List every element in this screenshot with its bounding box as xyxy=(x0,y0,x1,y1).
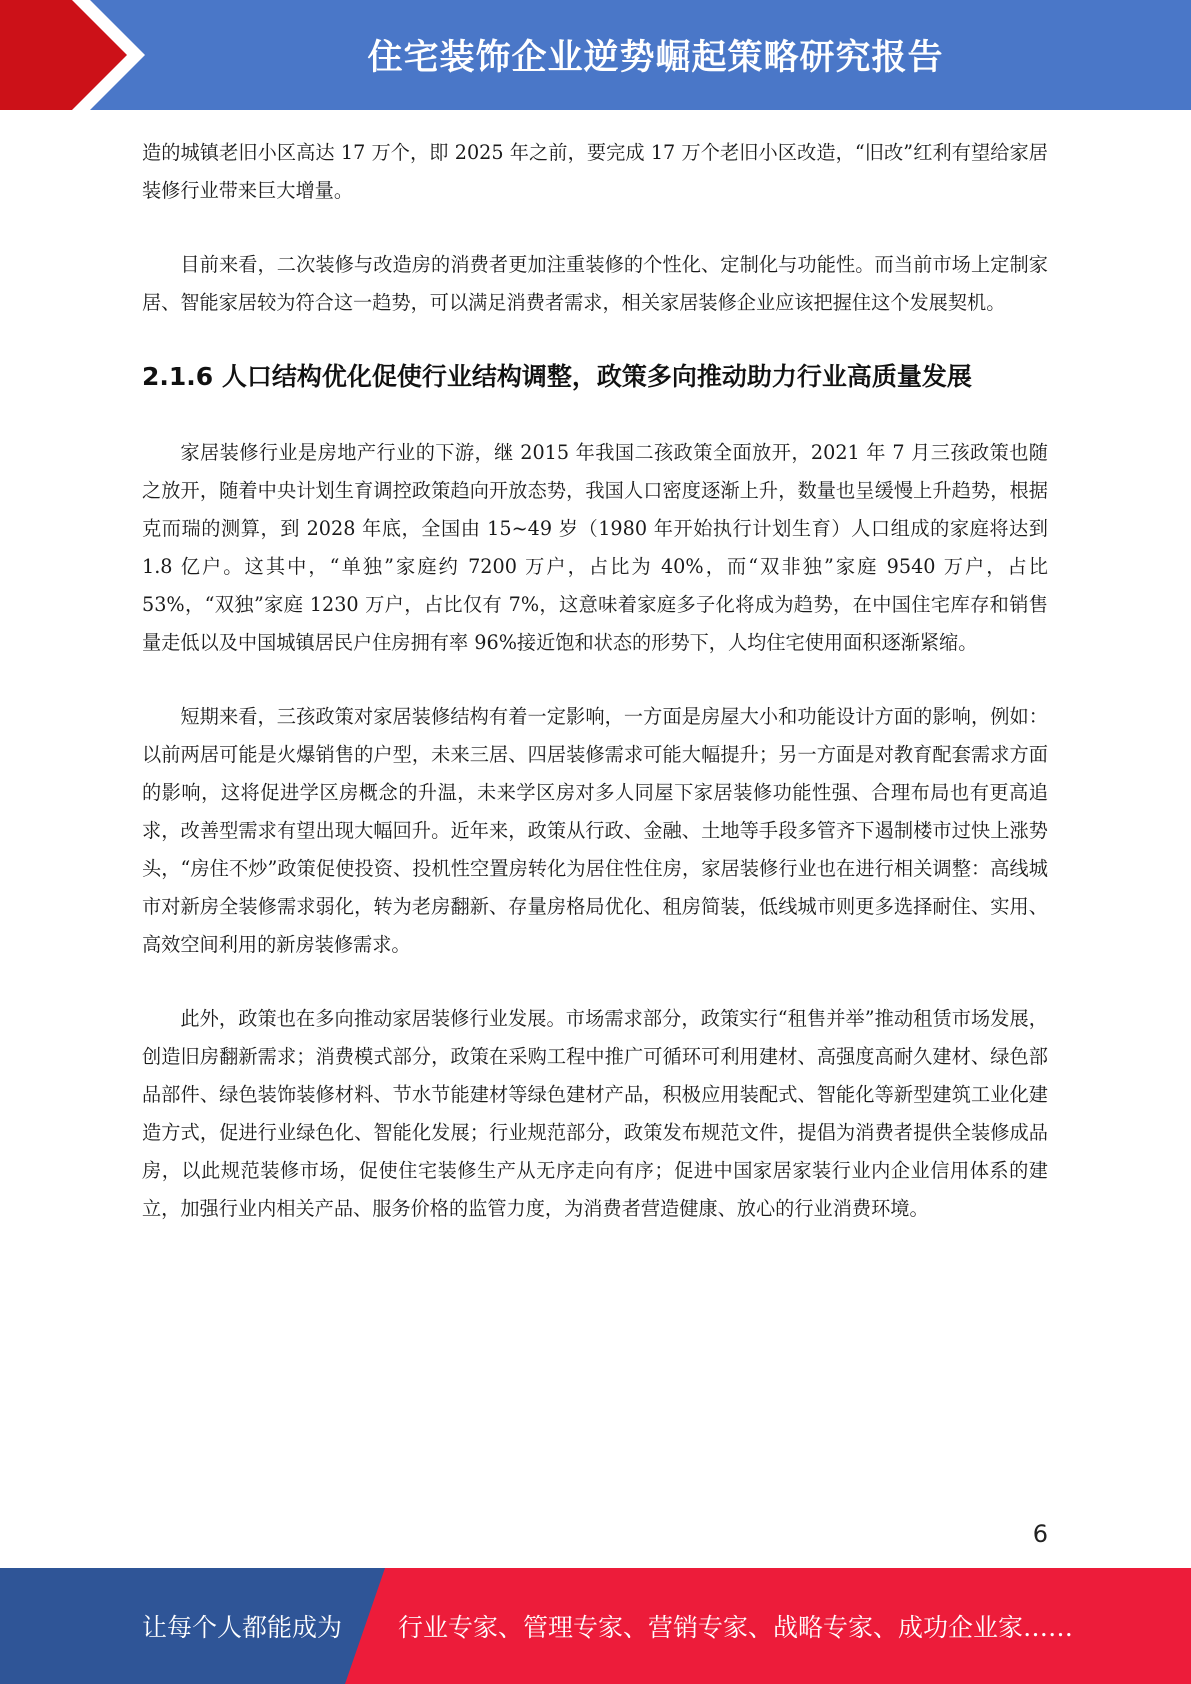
paragraph-three-child-policy: 短期来看，三孩政策对家居装修结构有着一定影响，一方面是房屋大小和功能设计方面的影响，例如：以前两居可能是火爆销售的户型，未来三居、四居装修需求可能大幅提升；另一方面是对教育配套需求方面的影响，这将促进学区房概念的升温，未来学区房对多人同屋下家居装修功能性强、合理布局也有更高追求，改善型需求有望出现大幅回升。近年来，政策从行政、金融、土地等手段多管齐下遏制楼市过快上涨势头，“房住不炒”政策促使投资、投机性空置房转化为居住性住房，家居装修行业也在进行相关调整：高线城市对新房全装修需求弱化，转为老房翻新、存量房格局优化、租房简装，低线城市则更多选择耐住、实用、高效空间利用的新房装修需求。 xyxy=(142,705,1048,956)
main-content xyxy=(142,134,1048,1264)
page-header xyxy=(0,0,1191,110)
page-footer xyxy=(0,1568,1191,1684)
paragraph-old-community-renovation: 造的城镇老旧小区高达 17 万个，即 2025 年之前，要完成 17 万个老旧小区改造，“旧改”红利有望给家居装修行业带来巨大增量。 xyxy=(142,141,1048,202)
footer-slogan-right: 行业专家、管理专家、营销专家、战略专家、成功企业家…… xyxy=(398,1613,1074,1642)
paragraph-secondary-decoration: 目前来看，二次装修与改造房的消费者更加注重装修的个性化、定制化与功能性。而当前市场上定制家居、智能家居较为符合这一趋势，可以满足消费者需求，相关家居装修企业应该把握住这个发展契机。 xyxy=(142,253,1048,314)
page-number: 6 xyxy=(1032,1520,1048,1548)
paragraph-policy-promotion: 此外，政策也在多向推动家居装修行业发展。市场需求部分，政策实行“租售并举”推动租赁市场发展，创造旧房翻新需求；消费模式部分，政策在采购工程中推广可循环可利用建材、高强度高耐久建材、绿色部品部件、绿色装饰装修材料、节水节能建材等绿色建材产品，积极应用装配式、智能化等新型建筑工业化建造方式，促进行业绿色化、智能化发展；行业规范部分，政策发布规范文件，提倡为消费者提供全装修成品房，以此规范装修市场，促使住宅装修生产从无序走向有序；促进中国家居家装行业内企业信用体系的建立，加强行业内相关产品、服务价格的监管力度，为消费者营造健康、放心的行业消费环境。 xyxy=(142,1007,1048,1220)
footer-slogan-left: 让每个人都能成为 xyxy=(142,1613,343,1642)
report-title: 住宅装饰企业逆势崛起策略研究报告 xyxy=(367,38,944,78)
paragraph-population-structure: 家居装修行业是房地产行业的下游，继 2015 年我国二孩政策全面放开，2021 年 7 月三孩政策也随之放开，随着中央计划生育调控政策趋向开放态势，我国人口密度逐渐上升，数量也呈缓慢上升趋势，根据克而瑞的测算，到 2028 年底，全国由 15~49 岁（1980 年开始执行计划生育）人口组成的家庭将达到 1.8 亿户。这其中，“单独”家庭约 7200 万户，占比为 40%，而“双非独”家庭 9540 万户，占比 53%，“双独”家庭 1230 万户，占比仅有 7%，这意味着家庭多子化将成为趋势，在中国住宅库存和销售量走低以及中国城镇居民户住房拥有率 96%接近饱和状态的形势下，人均住宅使用面积逐渐紧缩。 xyxy=(142,441,1048,654)
header-arrow-decoration xyxy=(0,0,170,110)
section-heading-2-1-6: 2.1.6 人口结构优化促使行业结构调整，政策多向推动助力行业高质量发展 xyxy=(142,362,972,391)
